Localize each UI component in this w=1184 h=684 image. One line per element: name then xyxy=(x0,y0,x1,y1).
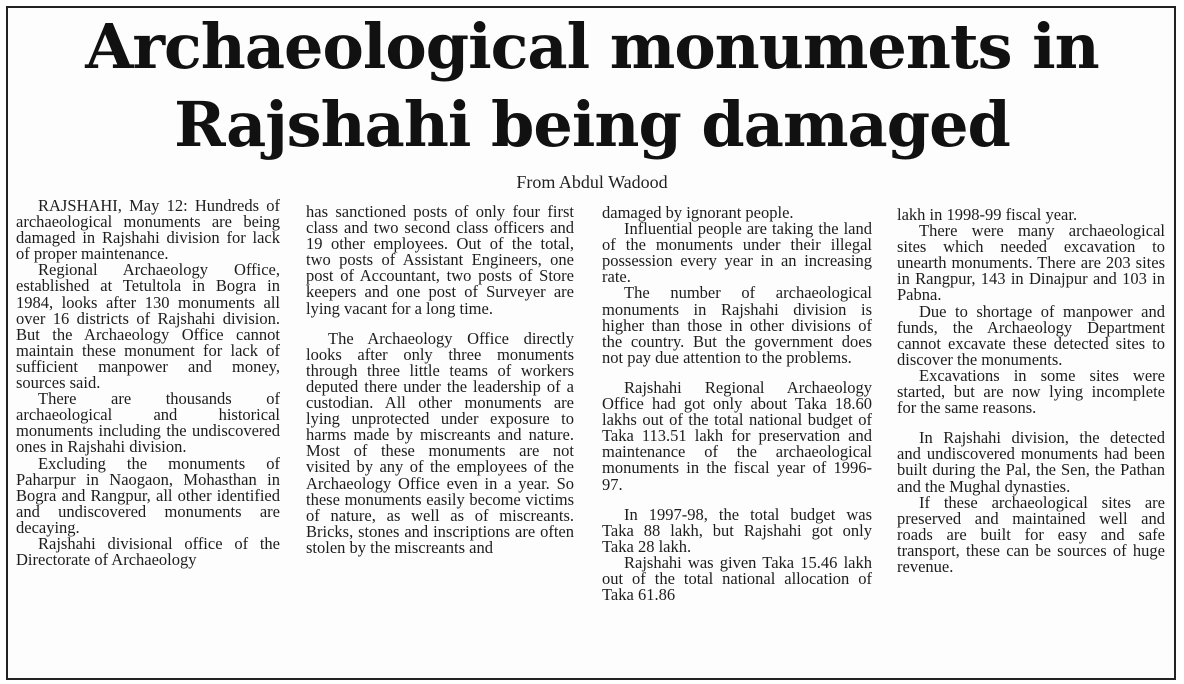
paragraph: RAJSHAHI, May 12: Hundreds of archaeological monuments are being damaged in Rajshahi division for lack of proper maintenance. xyxy=(16,198,280,264)
paragraph: There were many archaeological sites which needed excavation to unearth monuments. There are 203 sites in Rangpur, 143 in Dinajpur and 103 in Pabna. xyxy=(897,221,1165,305)
paragraph: Regional Archaeology Office, established at Tetultola in Bogra in 1984, looks after 130 monuments all over 16 districts of Rajshahi division. But the Archaeology Office cannot maintain these monument for lack of sufficient manpower and money, sources said. xyxy=(16,260,280,393)
paragraph: In 1997-98, the total budget was Taka 88 lakh, but Rajshahi got only Taka 28 lakh. xyxy=(602,504,872,556)
headline xyxy=(8,8,1176,164)
column-2 xyxy=(306,204,574,674)
paragraph: lakh in 1998-99 fiscal year. xyxy=(897,207,1078,224)
paragraph: has sanctioned posts of only four first class and two second class officers and 19 other employees. Out of the total, two posts of Assistant Engineers, one post of Accountant, two posts of Store keepers and one post of Surveyer are lying vacant for a long time. xyxy=(306,204,574,318)
column-3 xyxy=(602,205,872,675)
paragraph: Rajshahi was given Taka 15.46 lakh out of the total national allocation of Taka 61.86 xyxy=(602,552,872,605)
paragraph: If these archaeological sites are preserved and maintained well and roads are built for easy and safe transport, these can be sources of huge revenue. xyxy=(897,492,1165,576)
byline: From Abdul Wadood xyxy=(516,172,668,192)
paragraph: Excluding the monuments of Paharpur in Naogaon, Mohasthan in Bogra and Rangpur, all other identified and undiscovered monuments are decaying. xyxy=(16,453,280,537)
paragraph: Rajshahi Regional Archaeology Office had got only about Taka 18.60 lakhs out of the total national budget of Taka 113.51 lakh for preservation and maintenance of the archaeological monuments in the fiscal year of 1996-97. xyxy=(602,377,872,494)
paragraph: In Rajshahi division, the detected and undiscovered monuments had been built during the Pal, the Sen, the Pathan and the Mughal dynasties. xyxy=(897,428,1165,496)
paragraph: damaged by ignorant people. xyxy=(602,205,794,222)
paragraph: The number of archaeological monuments in Rajshahi division is higher than those in other divisions of the country. But the government does not pay due attention to the problems. xyxy=(602,283,872,367)
headline-line-2: Rajshahi being damaged xyxy=(174,88,1010,161)
paragraph: Due to shortage of manpower and funds, the Archaeology Department cannot excavate these detected sites to discover the monuments. xyxy=(897,301,1165,369)
column-4 xyxy=(897,207,1165,677)
headline-line-1: Archaeological monuments in xyxy=(85,10,1099,83)
paragraph: Rajshahi divisional office of the Directorate of Archaeology xyxy=(16,533,280,570)
paragraph: Excavations in some sites were started, but are now lying incomplete for the same reasons. xyxy=(897,365,1165,418)
paragraph: There are thousands of archaeological and historical monuments including the undiscovered ones in Rajshahi division. xyxy=(16,389,280,457)
paragraph: The Archaeology Office directly looks after only three monuments through three little teams of workers deputed there under the leadership of a custodian. All other monuments are lying unprotected under exposure to harms made by miscreants and nature. Most of these monuments are not visited by any of the employees of the Archaeology Office even in a year. So these monuments easily become victims of nature, as well as of miscreants. Bricks, stones and inscriptions are often stolen by the miscreants and xyxy=(306,328,574,557)
paragraph: Influential people are taking the land of the monuments under their illegal possession every year in an increasing rate. xyxy=(602,219,872,287)
column-1 xyxy=(16,198,280,668)
